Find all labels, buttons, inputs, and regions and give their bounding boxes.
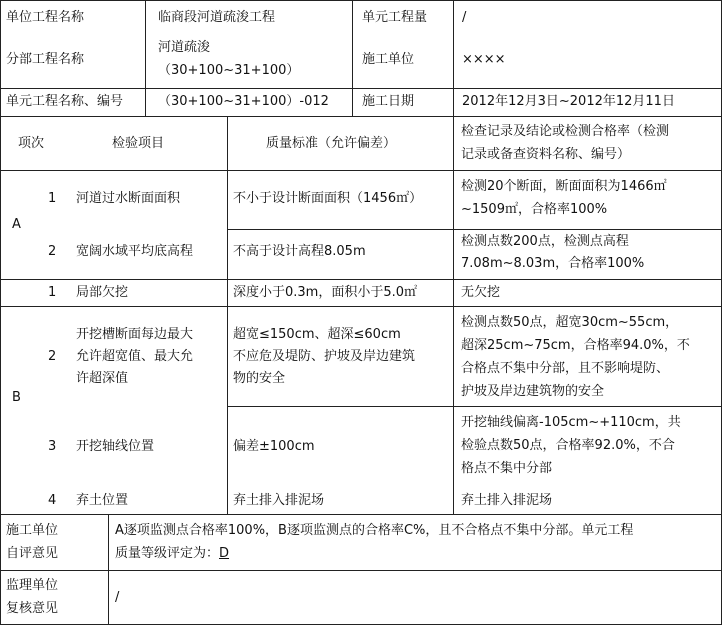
col-header-result-line2: 记录或备查资料名称、编号）: [461, 147, 631, 162]
group-b-row2-no: 2: [48, 349, 57, 364]
col-header-result-line1: 检查记录及结论或检测合格率（检测: [461, 124, 670, 139]
group-b-row2-result-line3: 合格点不集中分部，且不影响堤防、: [461, 361, 670, 376]
group-b-row2-item-line3: 许超深值: [76, 371, 129, 386]
group-a-row2-no: 2: [48, 244, 57, 259]
project-name-label: 单位工程名称: [6, 10, 85, 25]
group-a-row1-result-line2: ~1509㎡，合格率100%: [461, 202, 608, 217]
group-a-row1-no: 1: [48, 191, 57, 206]
group-b-label: B: [12, 390, 21, 405]
group-b-row4-item: 弃土位置: [76, 493, 129, 508]
self-eval-text-line1: A逐项监测点合格率100%，B逐项监测点的合格率C%，且不合格点不集中分部。单元工程: [115, 523, 634, 538]
self-eval-text-prefix: 质量等级评定为：: [115, 546, 220, 561]
group-b-row2-result-line4: 护坡及岸边建筑物的安全: [461, 384, 605, 399]
col-header-inspection-item: 检验项目: [112, 136, 165, 151]
col-header-standard: 质量标准（允许偏差）: [266, 136, 397, 151]
group-b-row3-result-line1: 开挖轴线偏离-105cm~+110cm，共: [461, 415, 681, 430]
group-b-row1-result: 无欠挖: [461, 285, 501, 300]
project-name-value: 临商段河道疏浚工程: [158, 10, 276, 25]
date-value: 2012年12月3日~2012年12月11日: [462, 94, 675, 109]
group-a-row2-standard: 不高于设计高程8.05m: [233, 244, 366, 259]
col-header-item-no: 项次: [18, 136, 45, 151]
self-eval-label-line2: 自评意见: [6, 546, 59, 561]
contractor-label: 施工单位: [362, 52, 415, 67]
date-label: 施工日期: [362, 94, 415, 109]
division-value-line2: （30+100~31+100）: [158, 63, 300, 78]
group-a-label: A: [12, 217, 21, 232]
supervisor-label-line1: 监理单位: [6, 578, 59, 593]
group-a-row2-result-line1: 检测点数200点，检测点高程: [461, 234, 629, 249]
group-b-row4-standard: 弃土排入排泥场: [233, 493, 325, 508]
group-b-row1-standard: 深度小于0.3m，面积小于5.0㎡: [233, 285, 418, 300]
supervisor-label-line2: 复核意见: [6, 601, 59, 616]
group-b-row3-standard: 偏差±100cm: [233, 439, 315, 454]
unit-quantity-label: 单元工程量: [362, 10, 428, 25]
group-b-row3-no: 3: [48, 439, 57, 454]
self-eval-text-line2: [115, 544, 229, 564]
self-eval-label-line1: 施工单位: [6, 523, 59, 538]
unit-name-label: 单元工程名称、编号: [6, 94, 124, 109]
contractor-value: ××××: [462, 52, 506, 67]
quality-grade: D: [219, 546, 230, 561]
unit-name-value: （30+100~31+100）-012: [158, 94, 329, 109]
unit-quantity-value: /: [462, 10, 467, 25]
group-b-row2-result-line2: 超深25cm~75cm，合格率94.0%，不: [461, 338, 690, 353]
group-b-row2-standard-line1: 超宽≤150cm、超深≤60cm: [233, 327, 401, 342]
group-b-row4-no: 4: [48, 493, 57, 508]
division-label: 分部工程名称: [6, 52, 85, 67]
group-a-row2-item: 宽阔水域平均底高程: [76, 244, 194, 259]
group-b-row1-no: 1: [48, 285, 57, 300]
supervisor-value: /: [115, 590, 120, 605]
group-a-row2-result-line2: 7.08m~8.03m，合格率100%: [461, 256, 645, 271]
group-b-row4-result: 弃土排入排泥场: [461, 493, 553, 508]
group-b-row3-result-line3: 格点不集中分部: [461, 461, 553, 476]
group-b-row2-item-line2: 允许超宽值、最大允: [76, 349, 194, 364]
group-a-row1-standard: 不小于设计断面面积（1456㎡）: [233, 191, 423, 206]
group-a-row1-result-line1: 检测20个断面，断面面积为1466㎡: [461, 179, 667, 194]
division-value-line1: 河道疏浚: [158, 40, 211, 55]
group-a-row1-item: 河道过水断面面积: [76, 191, 181, 206]
group-b-row1-item: 局部欠挖: [76, 285, 129, 300]
group-b-row2-standard-line2: 不应危及堤防、护坡及岸边建筑: [233, 349, 416, 364]
group-b-row3-item: 开挖轴线位置: [76, 439, 155, 454]
group-b-row2-result-line1: 检测点数50点，超宽30cm~55cm，: [461, 315, 679, 330]
group-b-row2-item-line1: 开挖槽断面每边最大: [76, 327, 194, 342]
group-b-row2-standard-line3: 物的安全: [233, 371, 286, 386]
group-b-row3-result-line2: 检验点数50点，合格率92.0%，不合: [461, 438, 675, 453]
